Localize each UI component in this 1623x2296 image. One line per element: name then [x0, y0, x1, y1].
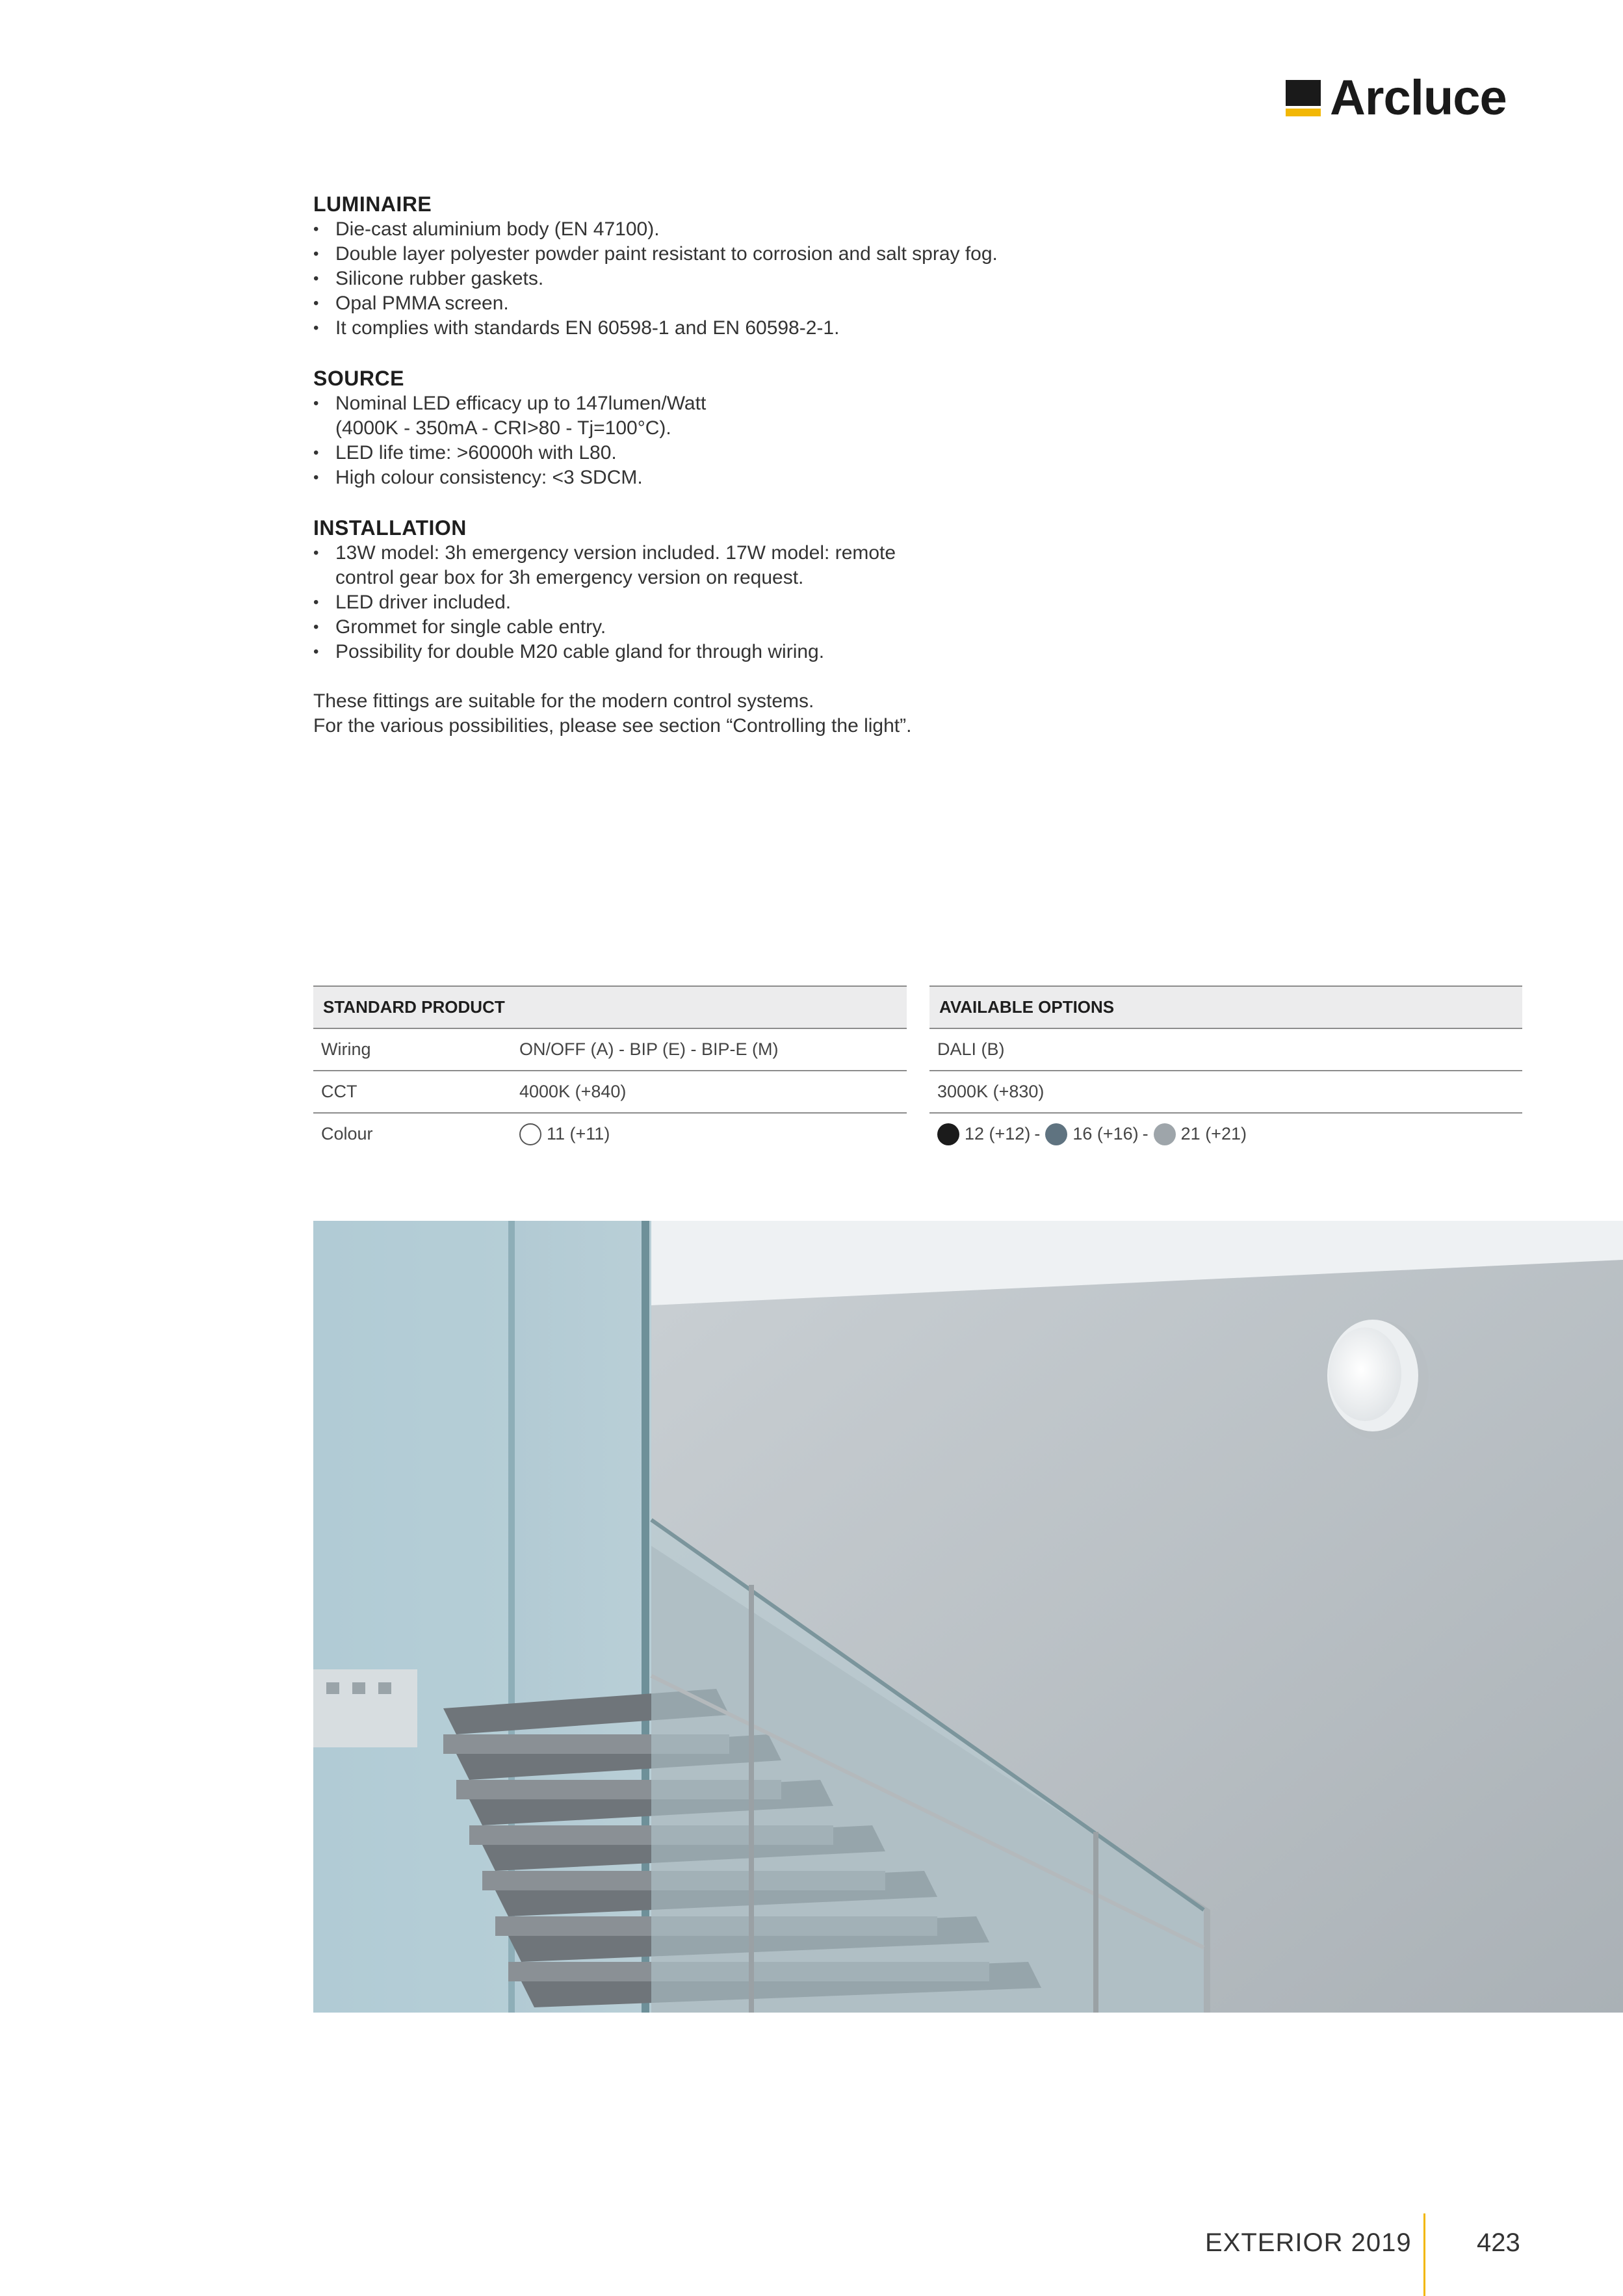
row-value: [929, 1123, 1522, 1145]
row-label: Wiring: [321, 1039, 371, 1059]
section-luminaire: [313, 191, 1093, 341]
colour-swatch-black-icon: [937, 1123, 959, 1145]
colour-code: 21 (+21): [1180, 1124, 1247, 1143]
table-row: [929, 1029, 1522, 1071]
list-item: • LED driver included.: [313, 590, 1093, 615]
table-header: STANDARD PRODUCT: [313, 987, 907, 1029]
list-item-line: • Nominal LED efficacy up to 147lumen/Watt: [335, 393, 707, 414]
product-description: [313, 191, 1093, 738]
list-item: [313, 541, 1093, 590]
section-title: SOURCE: [313, 367, 404, 390]
section-title: INSTALLATION: [313, 516, 467, 540]
list-item-line: control gear box for 3h emergency version on request.: [335, 567, 804, 588]
colour-code: 11 (+11): [547, 1124, 610, 1143]
logo-mark-block: [1286, 80, 1321, 106]
list-item: • Double layer polyester powder paint resistant to corrosion and salt spray fog.: [313, 242, 1093, 267]
section-source: [313, 365, 1093, 490]
list-item: [313, 391, 1093, 441]
list-item: • It complies with standards EN 60598-1 and EN 60598-2-1.: [313, 316, 1093, 341]
staircase-illustration: [313, 1221, 1623, 2013]
colour-code: 16 (+16): [1072, 1124, 1139, 1143]
list-item: • Die-cast aluminium body (EN 47100).: [313, 217, 1093, 242]
section-title: LUMINAIRE: [313, 192, 432, 216]
section-installation: [313, 515, 1093, 664]
list-item-line: • 13W model: 3h emergency version included. 17W model: remote: [335, 542, 896, 564]
logo-mark-icon: [1286, 80, 1321, 116]
colour-separator: -: [1034, 1124, 1041, 1143]
brand-name: Arcluce: [1330, 70, 1507, 125]
available-options-table: [929, 985, 1522, 1155]
table-row: [313, 1071, 907, 1114]
colour-separator: -: [1142, 1124, 1149, 1143]
list-item: • LED life time: >60000h with L80.: [313, 441, 1093, 465]
list-item: • Opal PMMA screen.: [313, 291, 1093, 316]
brand-logo: [1286, 70, 1507, 125]
footer-divider: [1423, 2213, 1425, 2296]
list-item: • Silicone rubber gaskets.: [313, 267, 1093, 291]
list-item: • Grommet for single cable entry.: [313, 615, 1093, 640]
row-value: 4000K (+840): [519, 1082, 627, 1101]
bullet-list: [313, 391, 1093, 490]
note-line: These fittings are suitable for the modern control systems.: [313, 690, 814, 712]
control-systems-note: [313, 689, 1093, 738]
page-number: 423: [1477, 2228, 1520, 2257]
row-label: Colour: [321, 1124, 373, 1143]
colour-swatch-light-grey-icon: [1154, 1123, 1176, 1145]
list-item: • Possibility for double M20 cable gland for through wiring.: [313, 640, 1093, 664]
colour-code: 12 (+12): [965, 1124, 1031, 1143]
list-item: • High colour consistency: <3 SDCM.: [313, 465, 1093, 490]
table-header: AVAILABLE OPTIONS: [929, 987, 1522, 1029]
list-item-line: (4000K - 350mA - CRI>80 - Tj=100°C).: [335, 417, 671, 439]
colour-swatch-white-icon: [519, 1123, 541, 1145]
catalog-section-label: EXTERIOR 2019: [1205, 2228, 1412, 2257]
table-row: [313, 1114, 907, 1155]
colour-swatch-grey-blue-icon: [1045, 1123, 1067, 1145]
row-value: DALI (B): [937, 1039, 1005, 1059]
row-value: 3000K (+830): [937, 1082, 1045, 1101]
logo-mark-bar: [1286, 109, 1321, 116]
table-row: [929, 1071, 1522, 1114]
standard-product-table: [313, 985, 907, 1155]
row-value: ON/OFF (A) - BIP (E) - BIP-E (M): [519, 1039, 779, 1059]
note-line: For the various possibilities, please see section “Controlling the light”.: [313, 715, 912, 737]
bullet-list: [313, 541, 1093, 664]
row-value: [519, 1123, 907, 1145]
row-label: CCT: [321, 1082, 357, 1101]
staircase-photo: [313, 1221, 1623, 2013]
bullet-list: [313, 217, 1093, 341]
table-row: [929, 1114, 1522, 1155]
table-row: [313, 1029, 907, 1071]
